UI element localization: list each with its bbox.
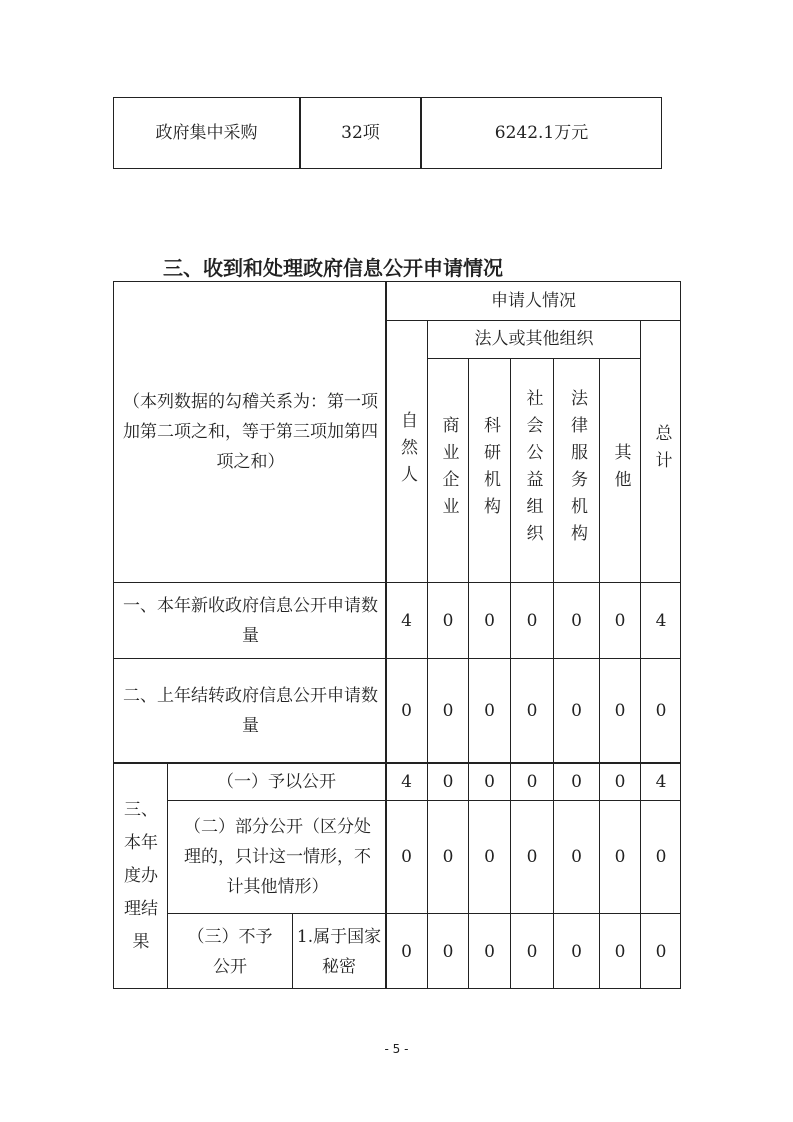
section-title: 三、收到和处理政府信息公开申请情况 [163, 256, 503, 280]
row1-business: 0 [442, 610, 454, 631]
header-note: （本列数据的勾稽关系为：第一项加第二项之和，等于第三项加第四项之和） [123, 391, 378, 472]
result2-business: 0 [442, 847, 454, 867]
result3-research: 0 [484, 941, 495, 962]
result1-label: （一）予以公开 [217, 772, 336, 792]
row2-label: 二、上年结转政府信息公开申请数量 [123, 685, 378, 736]
result2-other: 0 [614, 847, 626, 867]
result2-research: 0 [484, 847, 495, 867]
row1-natural: 4 [401, 610, 412, 631]
result1-welfare: 0 [526, 772, 538, 792]
page-number: - 5 - [384, 1042, 409, 1056]
col-research: 科研机构 [480, 416, 500, 524]
result2-welfare: 0 [526, 847, 538, 867]
row1-total: 4 [655, 610, 667, 631]
row2-natural: 0 [401, 700, 412, 721]
col-business: 商业企业 [438, 416, 459, 524]
result3-total: 0 [655, 941, 667, 962]
row2-total: 0 [655, 700, 667, 721]
result1-total: 4 [655, 772, 667, 792]
row2-other: 0 [614, 700, 626, 721]
header-applicant: 申请人情况 [491, 290, 576, 311]
result1-natural: 4 [401, 772, 412, 792]
result2-total: 0 [655, 847, 667, 867]
result2-legal: 0 [571, 847, 582, 867]
result2-label: （二）部分公开（区分处理的，只计这一情形，不计其他情形） [184, 817, 371, 897]
result1-business: 0 [442, 772, 454, 792]
top-item-label: 政府集中采购 [155, 123, 258, 143]
result3-welfare: 0 [526, 941, 538, 962]
result3-legal: 0 [571, 941, 582, 962]
row2-business: 0 [442, 700, 454, 721]
row2-research: 0 [484, 700, 495, 721]
result3-other: 0 [614, 941, 626, 962]
result1-legal: 0 [571, 772, 582, 792]
header-corp-group: 法人或其他组织 [474, 329, 594, 349]
result3-business: 0 [442, 941, 454, 962]
result3-sub-label: 1.属于国家秘密 [296, 926, 382, 977]
result3-label: （三）不予公开 [187, 926, 273, 977]
row1-research: 0 [484, 610, 495, 631]
result2-natural: 0 [401, 847, 412, 867]
top-item-count: 32项 [341, 123, 380, 143]
row2-legal: 0 [571, 700, 582, 721]
col-total: 总计 [651, 424, 672, 478]
result1-other: 0 [614, 772, 626, 792]
result3-natural: 0 [401, 941, 412, 962]
col-legal-service: 法律服务机构 [567, 389, 587, 551]
row1-welfare: 0 [526, 610, 538, 631]
results-group-label: 三、本年度办理结果 [124, 800, 158, 952]
row2-welfare: 0 [526, 700, 538, 721]
row1-label: 一、本年新收政府信息公开申请数量 [123, 595, 378, 646]
row1-other: 0 [614, 610, 626, 631]
row1-legal: 0 [571, 610, 582, 631]
col-public-welfare: 社会公益组织 [522, 389, 543, 551]
col-natural-person: 自然人 [397, 410, 417, 492]
col-other: 其他 [610, 443, 631, 497]
top-item-amount: 6242.1万元 [494, 123, 589, 143]
result1-research: 0 [484, 772, 495, 792]
